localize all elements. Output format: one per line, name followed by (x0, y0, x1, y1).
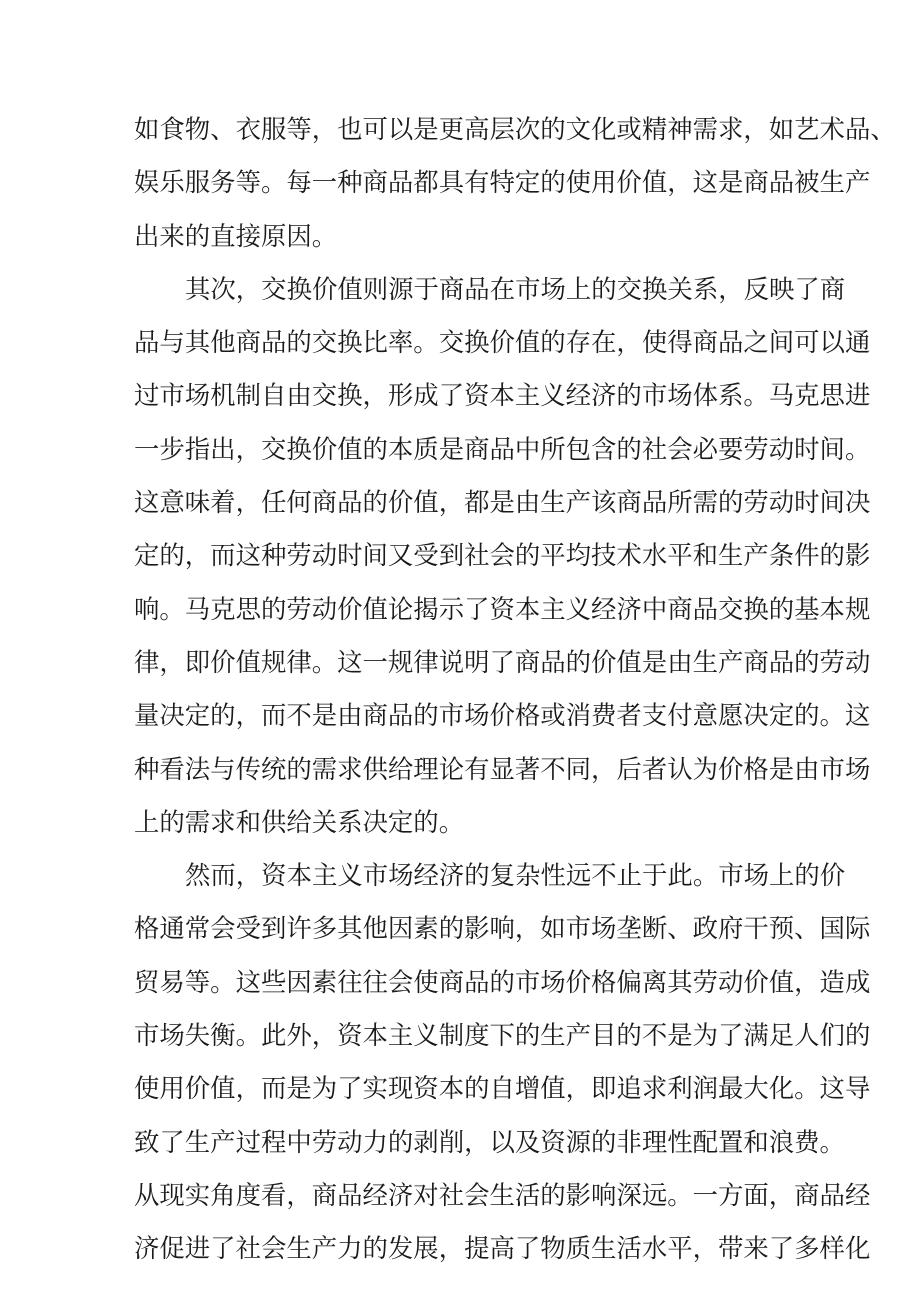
text-line: 这意味着，任何商品的价值，都是由生产该商品所需的劳动时间决 (134, 487, 871, 518)
text-line: 使用价值，而是为了实现资本的自增值，即追求利润最大化。这导 (134, 1073, 871, 1104)
text-line: 然而，资本主义市场经济的复杂性远不止于此。市场上的价 (185, 860, 846, 891)
text-line: 出来的直接原因。 (134, 220, 338, 251)
text-line: 定的，而这种劳动时间又受到社会的平均技术水平和生产条件的影 (134, 540, 871, 571)
text-line: 致了生产过程中劳动力的剥削，以及资源的非理性配置和浪费。 (134, 1126, 845, 1157)
text-line: 量决定的，而不是由商品的市场价格或消费者支付意愿决定的。这 (134, 700, 871, 731)
text-line: 其次，交换价值则源于商品在市场上的交换关系，反映了商 (185, 273, 846, 304)
text-line: 如食物、衣服等，也可以是更高层次的文化或精神需求，如艺术品、 (134, 114, 896, 144)
text-line: 品与其他商品的交换比率。交换价值的存在，使得商品之间可以通 (134, 327, 871, 358)
text-line: 一步指出，交换价值的本质是商品中所包含的社会必要劳动时间。 (134, 433, 871, 464)
text-line: 济促进了社会生产力的发展，提高了物质生活水平，带来了多样化 (134, 1233, 871, 1264)
text-line: 从现实角度看，商品经济对社会生活的影响深远。一方面，商品经 (134, 1179, 871, 1210)
text-line: 响。马克思的劳动价值论揭示了资本主义经济中商品交换的基本规 (134, 593, 871, 624)
text-line: 市场失衡。此外，资本主义制度下的生产目的不是为了满足人们的 (134, 1020, 871, 1051)
body-text (134, 103, 896, 1276)
text-line: 种看法与传统的需求供给理论有显著不同，后者认为价格是由市场 (134, 753, 871, 784)
text-line: 贸易等。这些因素往往会使商品的市场价格偏离其劳动价值，造成 (134, 966, 871, 997)
text-line: 娱乐服务等。每一种商品都具有特定的使用价值，这是商品被生产 (134, 167, 871, 198)
text-line: 律，即价值规律。这一规律说明了商品的价值是由生产商品的劳动 (134, 646, 871, 677)
text-line: 格通常会受到许多其他因素的影响，如市场垄断、政府干预、国际 (134, 913, 871, 944)
text-line: 上的需求和供给关系决定的。 (134, 806, 465, 837)
text-line: 过市场机制自由交换，形成了资本主义经济的市场体系。马克思进 (134, 380, 871, 411)
